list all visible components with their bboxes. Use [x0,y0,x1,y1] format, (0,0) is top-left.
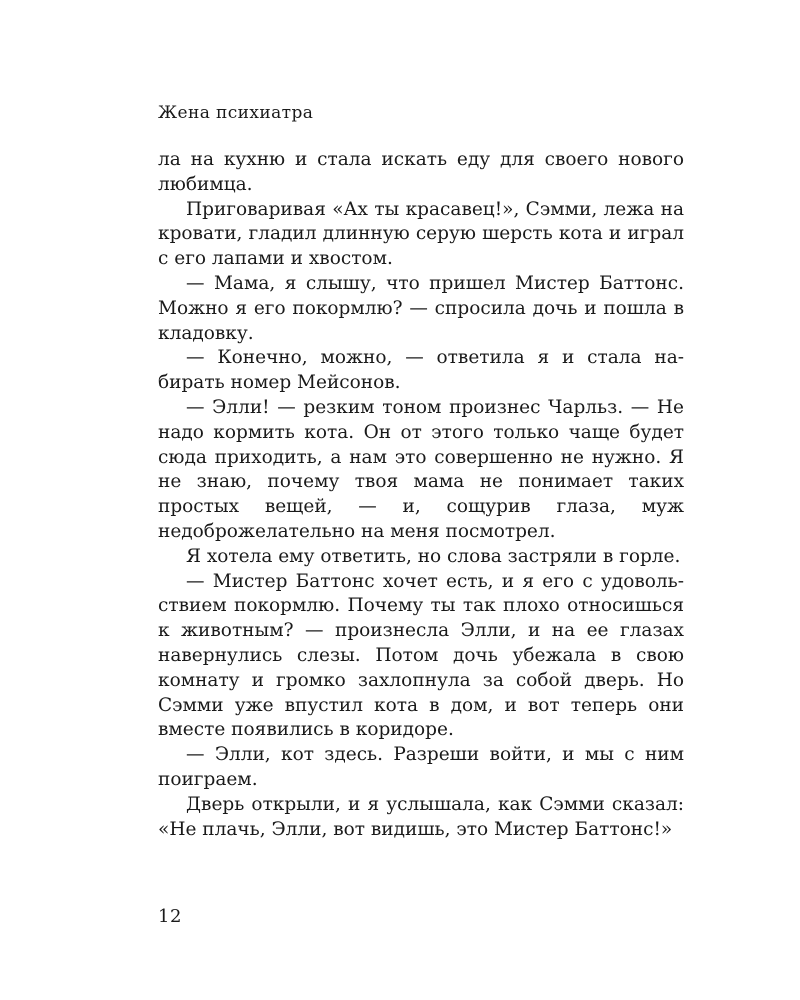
paragraph-1: ла на кухню и стала искать еду для своего нового любимца. [158,149,684,195]
paragraph-6: Я хотела ему ответить, но слова застряли в горле. [186,545,681,567]
paragraph-5: — Элли! — резким тоном произнес Чарльз. — Не надо кормить кота. Он от этого только чаще будет сюда приходить, а нам это совершенно не нужно. Я не знаю, почему твоя мама не понимает таких простых вещей, — и, сощурив глаза, муж недоброжелательно на меня посмотрел. [158,396,684,542]
body-text [158,148,684,842]
page-number: 12 [158,906,182,927]
paragraph-3: — Мама, я слышу, что пришел Мистер Баттонс. Можно я его покормлю? — спросила дочь и пошла в кладовку. [158,272,684,344]
paragraph-9: Дверь открыли, и я услышала, как Сэмми сказал: «Не плачь, Элли, вот видишь, это Мистер Баттонс!» [158,793,684,840]
paragraph-7: — Мистер Баттонс хочет есть, и я его с удовольствием покормлю. Почему ты так плохо относишься к животным? — произнесла Элли, и на ее глазах навернулись слезы. Потом дочь убежала в свою комнату и громко захлопнула за собой дверь. Но Сэмми уже впустил кота в дом, и вот теперь они вместе появились в коридоре. [158,570,684,741]
paragraph-2: Приговаривая «Ах ты красавец!», Сэмми, лежа на кровати, гладил длинную серую шерсть кота и играл с его лапами и хвостом. [158,198,684,270]
paragraph-4: — Конечно, можно, — ответила я и стала набирать номер Мейсонов. [158,347,684,394]
running-head: Жена психиатра [158,103,314,123]
paragraph-8: — Элли, кот здесь. Разреши войти, и мы с ним поиграем. [158,744,684,790]
